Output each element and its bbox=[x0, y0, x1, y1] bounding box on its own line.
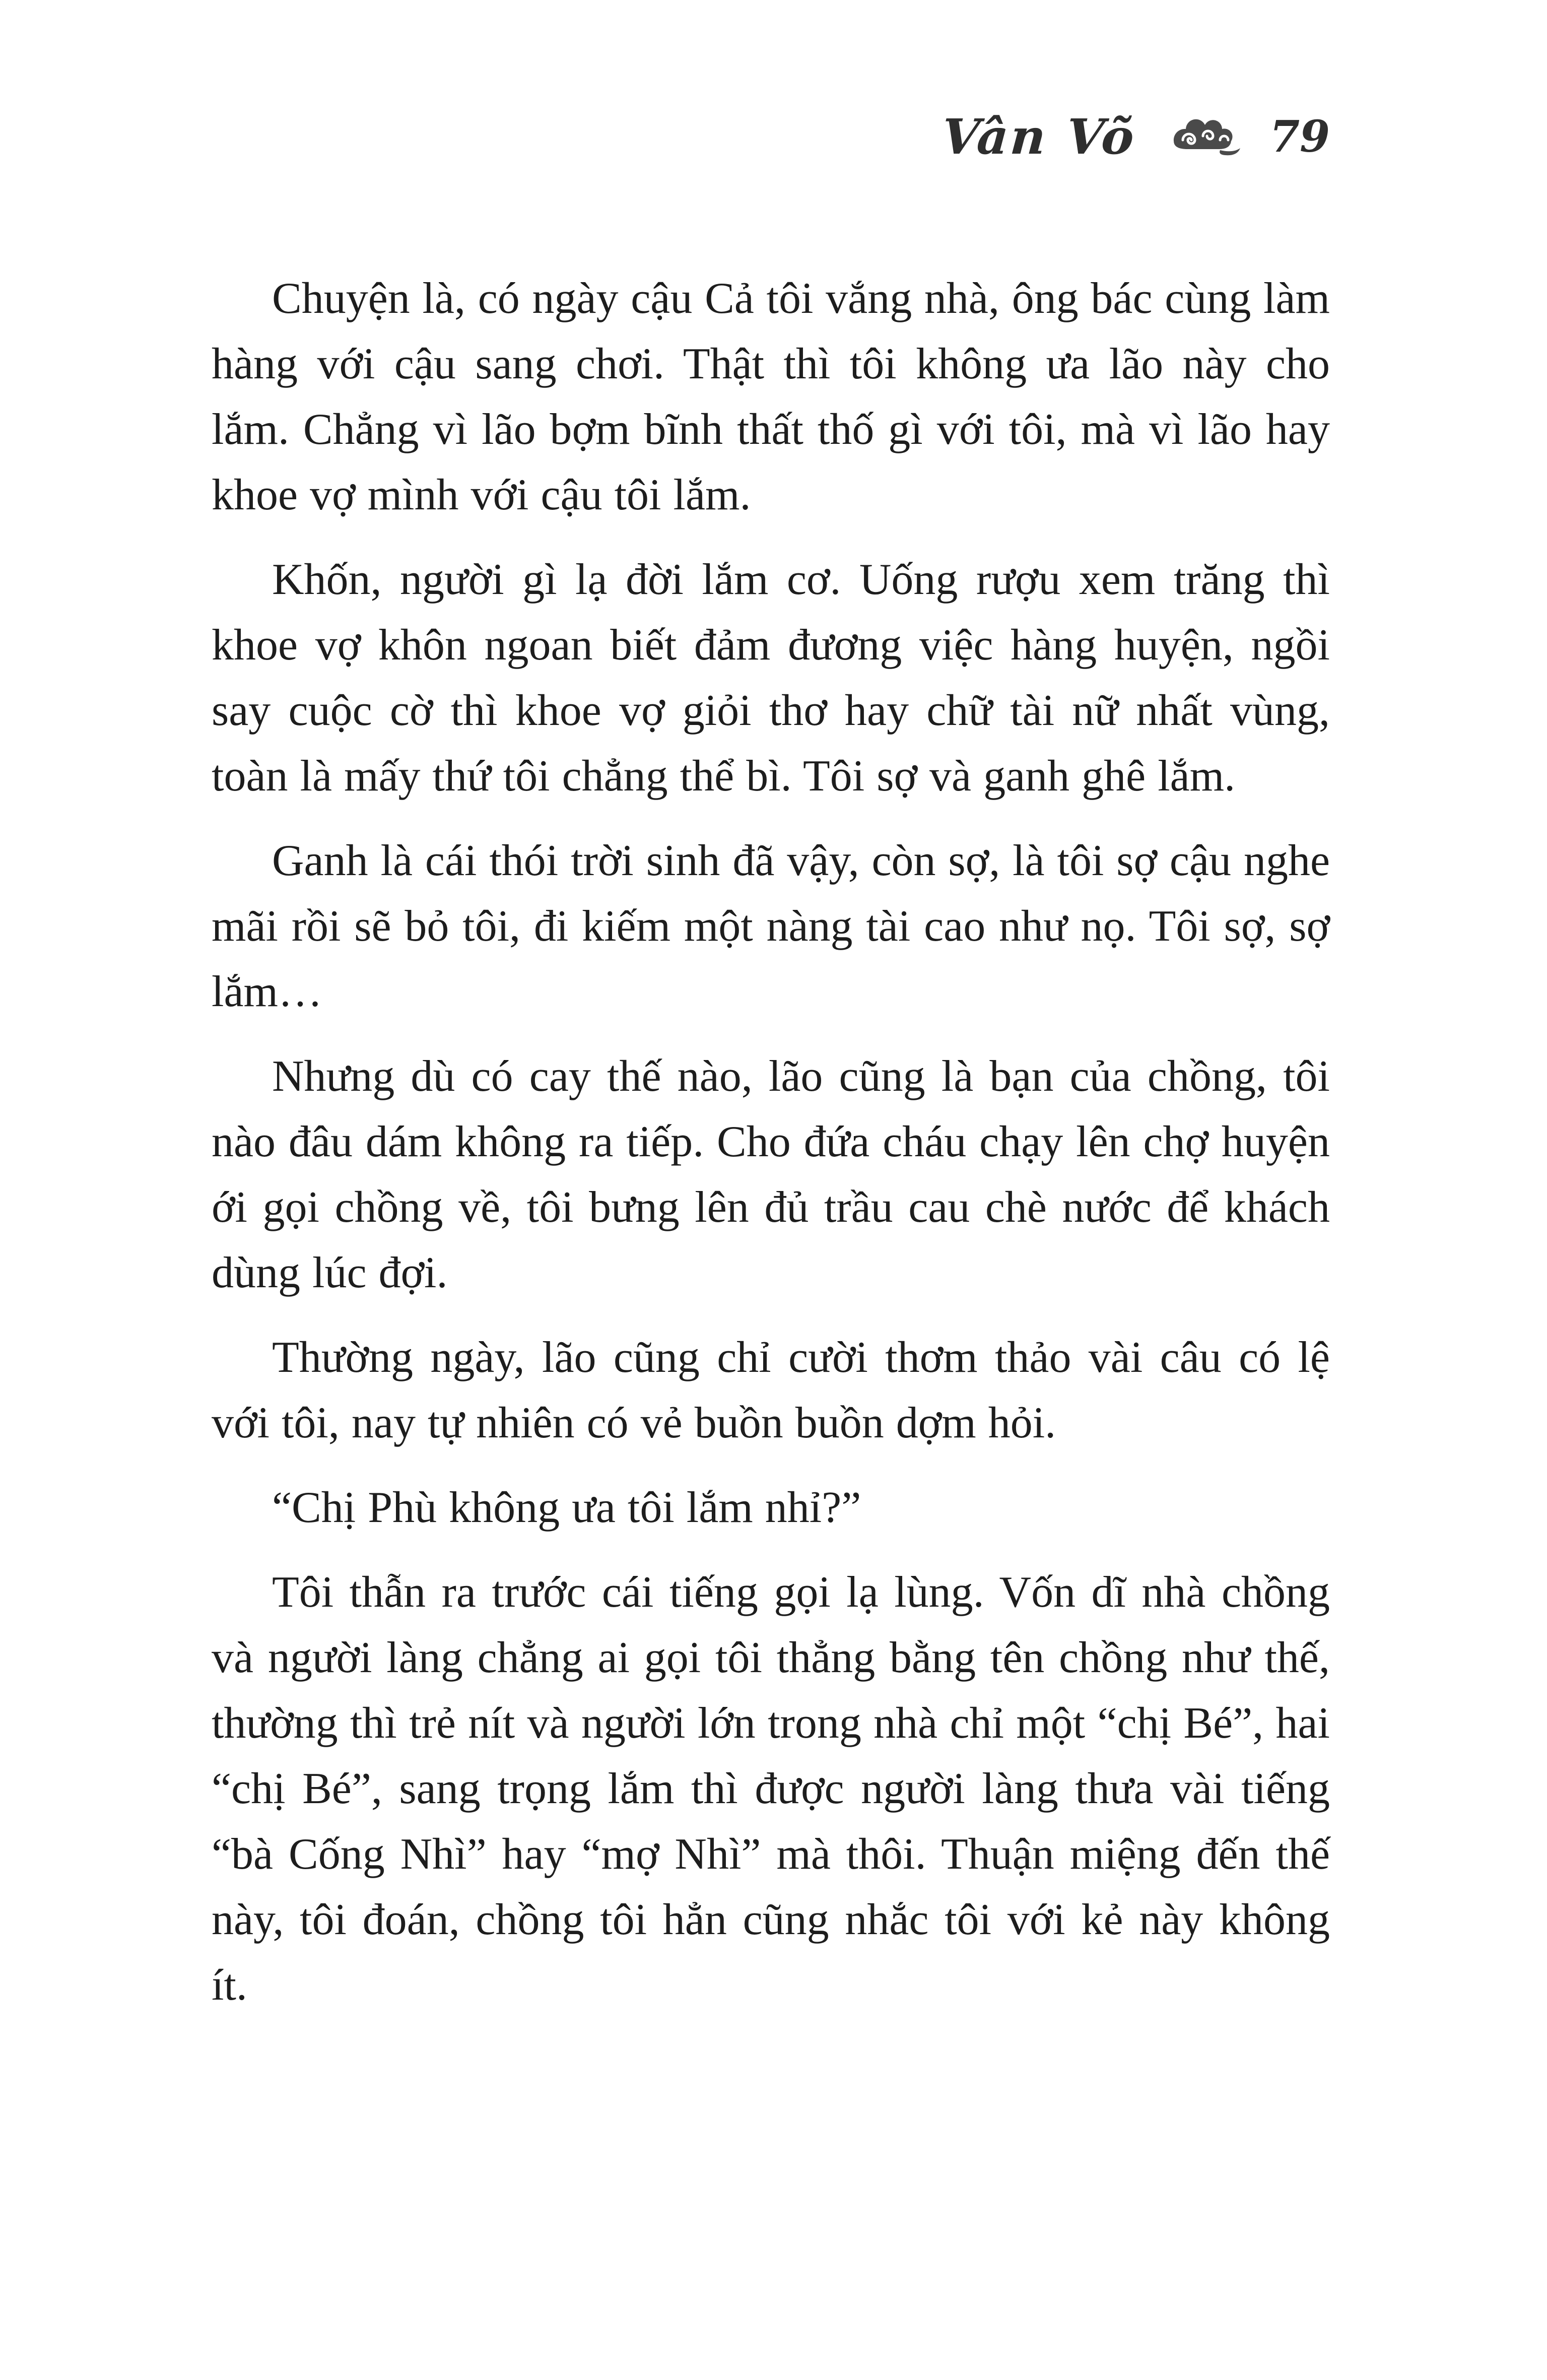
page-number: 79 bbox=[1269, 111, 1330, 162]
page-header bbox=[212, 108, 1330, 165]
paragraph-dialogue: “Chị Phù không ưa tôi lắm nhỉ?” bbox=[272, 1483, 861, 1532]
paragraph: Nhưng dù có cay thế nào, lão cũng là bạn của chồng, tôi nào đâu dám không ra tiếp. Cho đứa cháu chạy lên chợ huyện ới gọi chồng về, tôi bưng lên đủ trầu cau chè nước để khách dùng lúc đợi. bbox=[212, 1052, 1330, 1297]
cloud-ornament-icon bbox=[1160, 112, 1245, 162]
paragraph: Ganh là cái thói trời sinh đã vậy, còn sợ, là tôi sợ cậu nghe mãi rồi sẽ bỏ tôi, đi kiếm một nàng tài cao như nọ. Tôi sợ, sợ lắm… bbox=[212, 836, 1330, 1016]
paragraph: Khốn, người gì lạ đời lắm cơ. Uống rượu xem trăng thì khoe vợ khôn ngoan biết đảm đương việc hàng huyện, ngồi say cuộc cờ thì khoe vợ giỏi thơ hay chữ tài nữ nhất vùng, toàn là mấy thứ tôi chẳng thể bì. Tôi sợ và ganh ghê lắm. bbox=[212, 555, 1330, 801]
paragraph: Chuyện là, có ngày cậu Cả tôi vắng nhà, ông bác cùng làm hàng với cậu sang chơi. Thật thì tôi không ưa lão này cho lắm. Chẳng vì lão bợm bĩnh thất thố gì với tôi, mà vì lão hay khoe vợ mình với cậu tôi lắm. bbox=[212, 274, 1330, 519]
page-body bbox=[212, 266, 1330, 2037]
chapter-title: Vân Võ bbox=[939, 108, 1138, 165]
paragraph: Thường ngày, lão cũng chỉ cười thơm thảo vài câu có lệ với tôi, nay tự nhiên có vẻ buồn buồn dợm hỏi. bbox=[212, 1333, 1330, 1447]
paragraph: Tôi thẫn ra trước cái tiếng gọi lạ lùng. Vốn dĩ nhà chồng và người làng chẳng ai gọi tôi thẳng bằng tên chồng như thế, thường thì trẻ nít và người lớn trong nhà chỉ một “chị Bé”, hai “chị Bé”, sang trọng lắm thì được người làng thưa vài tiếng “bà Cống Nhì” hay “mợ Nhì” mà thôi. Thuận miệng đến thế này, tôi đoán, chồng tôi hẳn cũng nhắc tôi với kẻ này không ít. bbox=[212, 1568, 1330, 2010]
